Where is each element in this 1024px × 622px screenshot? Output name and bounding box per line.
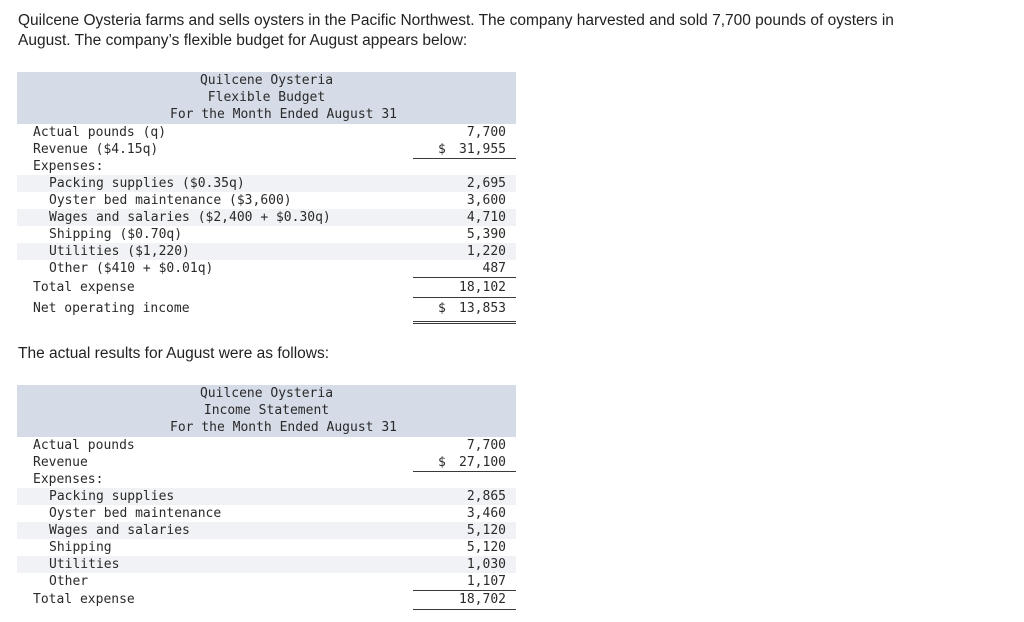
table-row-revenue xyxy=(17,454,516,471)
row-value: 18,102 xyxy=(459,280,506,295)
statement-period: For the Month Ended August 31 xyxy=(170,420,397,435)
row-label: Total expense xyxy=(33,280,135,295)
row-value: 5,120 xyxy=(466,523,506,538)
row-value: 1,107 xyxy=(466,574,506,589)
row-label: Revenue ($4.15q) xyxy=(33,142,159,157)
row-value: 487 xyxy=(482,261,506,276)
statement-period: For the Month Ended August 31 xyxy=(170,107,397,122)
statement-title: Income Statement xyxy=(203,403,330,418)
row-label: Utilities xyxy=(49,557,120,572)
company-name: Quilcene Oysteria xyxy=(199,73,334,88)
row-value: 13,853 xyxy=(459,301,506,316)
row-label: Wages and salaries ($2,400 + $0.30q) xyxy=(49,210,331,225)
row-label: Expenses: xyxy=(33,472,104,487)
table-row-revenue xyxy=(17,141,516,158)
table-row-other xyxy=(17,260,516,277)
row-value: 1,220 xyxy=(466,244,506,259)
row-value: 18,702 xyxy=(459,592,506,607)
row-label: Oyster bed maintenance xyxy=(49,506,222,521)
table-row-wages xyxy=(17,209,516,226)
intro-line-1: Quilcene Oysteria farms and sells oysters in the Pacific Northwest. The company harvested and sold 7,700 pounds of oysters in xyxy=(18,12,894,29)
row-label: Other ($410 + $0.01q) xyxy=(49,261,214,276)
row-label: Actual pounds xyxy=(33,438,135,453)
table-row-total-expense xyxy=(17,590,516,609)
table-row-oyster-bed xyxy=(17,505,516,522)
table-row-utilities xyxy=(17,556,516,573)
row-value: 5,390 xyxy=(466,227,506,242)
row-label: Shipping ($0.70q) xyxy=(49,227,183,242)
table-row-expenses-heading xyxy=(17,158,516,175)
row-label: Actual pounds (q) xyxy=(33,125,167,140)
row-label: Revenue xyxy=(33,455,88,470)
table-header xyxy=(17,385,516,437)
table-row-net-operating-income xyxy=(17,297,516,321)
row-value: 1,030 xyxy=(466,557,506,572)
company-name: Quilcene Oysteria xyxy=(199,386,334,401)
row-value: 4,710 xyxy=(466,210,506,225)
row-label: Oyster bed maintenance ($3,600) xyxy=(49,193,292,208)
dollar-sign: $ xyxy=(438,455,446,470)
row-value: 31,955 xyxy=(459,142,506,157)
row-value: 3,460 xyxy=(466,506,506,521)
row-label: Wages and salaries xyxy=(49,523,190,538)
table-row-actual-pounds xyxy=(17,437,516,454)
table-row-oyster-bed xyxy=(17,192,516,209)
table-row-shipping xyxy=(17,539,516,556)
intro-paragraph xyxy=(18,11,998,51)
row-label: Packing supplies ($0.35q) xyxy=(49,176,245,191)
row-value: 27,100 xyxy=(459,455,506,470)
row-label: Other xyxy=(49,574,89,589)
row-label: Net operating income xyxy=(33,301,190,316)
row-label: Shipping xyxy=(49,540,112,555)
dollar-sign: $ xyxy=(438,142,446,157)
table-row-expenses-heading xyxy=(17,471,516,488)
double-underline-top xyxy=(413,321,516,322)
row-label: Expenses: xyxy=(33,159,104,174)
row-value: 3,600 xyxy=(466,193,506,208)
table-row-packing xyxy=(17,488,516,505)
row-value: 2,865 xyxy=(466,489,506,504)
income-statement-table xyxy=(17,385,516,609)
table-row-utilities xyxy=(17,243,516,260)
intro-line-2: August. The company’s flexible budget for August appears below: xyxy=(18,32,468,49)
table-row-wages xyxy=(17,522,516,539)
table-row-shipping xyxy=(17,226,516,243)
table-row-actual-pounds xyxy=(17,124,516,141)
row-label: Total expense xyxy=(33,592,135,607)
table-row-total-expense xyxy=(17,277,516,297)
table-row-packing xyxy=(17,175,516,192)
flexible-budget-table xyxy=(17,72,516,321)
row-label: Packing supplies xyxy=(49,489,175,504)
row-value: 2,695 xyxy=(466,176,506,191)
row-label: Utilities ($1,220) xyxy=(49,244,190,259)
row-value: 7,700 xyxy=(466,125,506,140)
row-value: 7,700 xyxy=(466,438,506,453)
double-underline-bottom xyxy=(413,323,516,324)
dollar-sign: $ xyxy=(438,301,446,316)
row-value: 5,120 xyxy=(466,540,506,555)
actual-results-text: The actual results for August were as follows: xyxy=(18,345,330,362)
table-header xyxy=(17,72,516,124)
table-row-other xyxy=(17,573,516,590)
underline xyxy=(413,609,516,610)
statement-title: Flexible Budget xyxy=(207,90,326,105)
